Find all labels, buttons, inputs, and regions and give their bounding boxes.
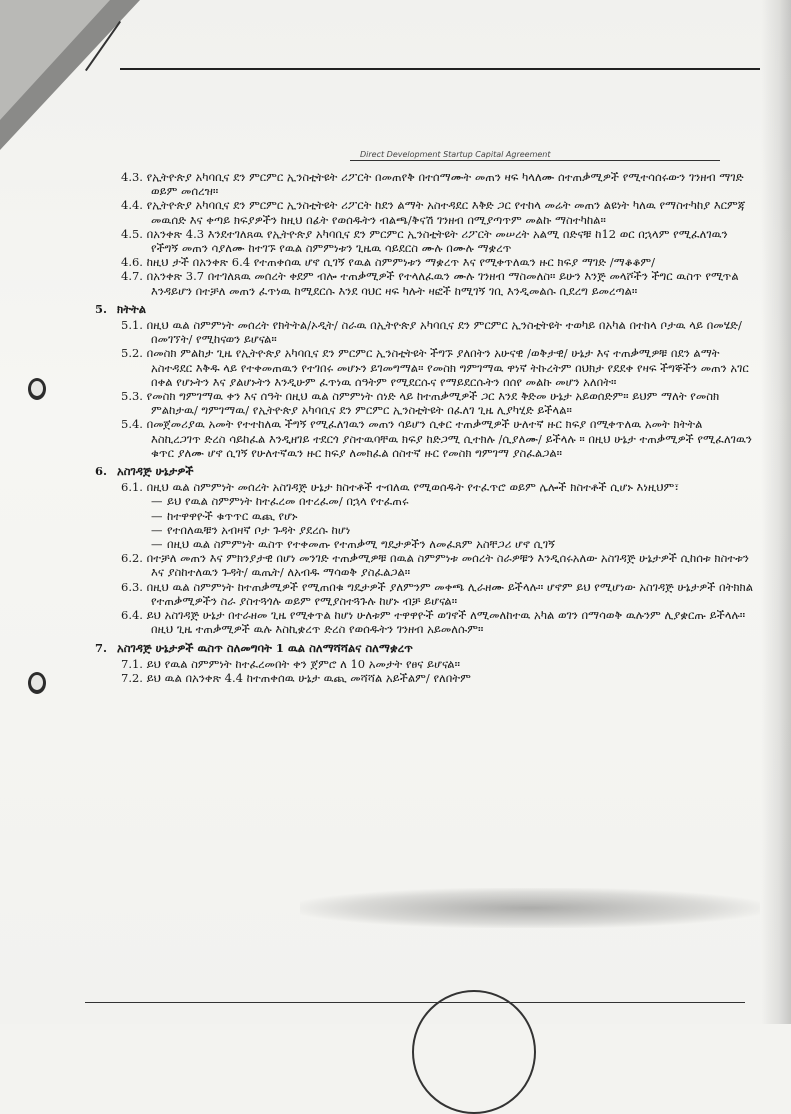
section-heading xyxy=(95,641,755,655)
clause xyxy=(95,318,755,346)
clause-number: 4.7. xyxy=(121,269,143,284)
header-rule xyxy=(350,160,720,161)
clause-number: 5.1. xyxy=(121,318,143,333)
page-edge-shadow xyxy=(761,0,791,1024)
clause-text: ከዚህ ታች በአንቀጽ 6.4 የተጠቀሰዉ ሆኖ ሲገኝ የዉል ስምምነቱን ማቋረጥ እና የሚቀጥለዉን ዙር ክፍያ ማገድ /ማቆቆም/ xyxy=(146,255,656,270)
clause-text: የመስክ ግምገማዉ ቀን እና ሰዓት በዚህ ዉል ስምምነት ሰነድ ላይ ከተጠቃሚዎች ጋር እንደ ቅድመ ሁኔታ አይወሰድም። ይህም ማለት የመስክ ምልከታዉ/ ግምገማዉ/ የኢትዮጵያ አካባቢና ደን ምርምር ኢንስቲትዩት በፈለገ ጊዜ ሊያካሂድ ይችላል። xyxy=(146,389,720,418)
clause-text: በተቻለ መጠን እና ምክንያታዊ በሆነ መንገድ ተጠቃሚዎቹ በዉል ስምምነቱ መሰረት ስራዎቹን እንዲሰሩአለው አስገዳጅ ሁኔታዎች ሲከሰቱ ክስተቱን እና ያስከተለዉን ጉዳት/ ዉጤት/ ለአብዱ ማሳወቅ ያስፈልጋል። xyxy=(146,551,749,580)
punch-hole-icon xyxy=(28,672,46,694)
bullet-item xyxy=(95,494,755,508)
punch-hole-icon xyxy=(28,378,46,400)
clause-number: 6.2. xyxy=(121,551,143,566)
clause-number: 6.1. xyxy=(121,480,143,495)
clause-number: 4.4. xyxy=(121,198,143,213)
clause xyxy=(95,657,755,671)
clause-number: 5.3. xyxy=(121,389,143,404)
bullet-text: ከተዋዋዮች ቁጥጥር ዉጪ የሆኑ xyxy=(167,508,298,523)
clause-number: 4.6. xyxy=(121,255,143,270)
clause-number: 4.3. xyxy=(121,170,143,184)
clause-number: 4.5. xyxy=(121,226,143,241)
clause-text: የኢትዮጵያ አካባቢና ደን ምርምር ኢንስቲትዩት ሪፖርት በመጠየቅ በተሰማሙት መጠን ዛፍ ካላለሙ ሰተጠቃሚዎች የሚተሳሰሩውን ገንዘብ ማገድ ወይም መሰረዝ። xyxy=(146,170,744,199)
clause-number: 5.2. xyxy=(121,346,143,361)
clause xyxy=(95,417,755,460)
clause-text: በመስክ ምልከታ ጊዜ የኢትዮጵያ አካባቢና ደን ምርምር ኢንስቲትዩት ችግኙ ያለበትን አሁናዊ /ወቅታዊ/ ሁኔታ እና ተጠቃሚዎቹ በደን ልማት አስተዳደር እቅዱ ላይ የተቀመጠዉን የተገበሩ መሆኑን ይገመግማል። የመስክ ግምገማዉ ዋነኛ ትኩረትም በህክታ የደደቀ የዛፍ ችግኞችን መጠን አገር በቀል የሆኑትን እና ያልሆኑትን እንዲሁም ፈጥነዉ ሰዓትም የሚደርሱና የማይደርሱትን በሰየ መልኩ መሆን አለበት። xyxy=(146,346,749,389)
bullet-item xyxy=(95,537,755,551)
running-header: Direct Development Startup Capital Agreement xyxy=(360,150,551,159)
clause xyxy=(95,608,755,636)
document-body xyxy=(95,170,755,685)
clause-text: ይህ ዉል በአንቀጽ 4.4 ከተጠቀሰዉ ሁኔታ ዉጪ መሻሻል አይችልም/ የለበትም xyxy=(146,670,471,685)
clause xyxy=(95,346,755,389)
clause-text: ይህ የዉል ስምምነት ከተፈረመበት ቀን ጀምሮ ለ 10 አመታት የፀና ይሆናል። xyxy=(146,656,460,671)
dash-icon: — xyxy=(151,494,163,509)
dash-icon: — xyxy=(151,508,163,523)
clause-text: በዚህ ዉል ስምምነት መሰረት የክትትል/ኦዲት/ ስራዉ በኢትዮጵያ አካባቢና ደን ምርምር ኢንስቲትዩት ተወካይ በአካል በተከላ ቦታዉ ላይ በመሄድ/በመገኘት/ የሚከናወን ይሆናል። xyxy=(146,318,742,347)
seal-stamp xyxy=(412,990,536,1114)
bullet-text: ይህ የዉል ስምምነት ከተፈረመ በተረፈመ/ በኋላ የተፈጠሩ xyxy=(167,494,409,509)
section-title: አስገዳጅ ሁኔታዎች ዉስጥ ስለመግባት 1 ዉል ስለማሻሻልና ስለማቋረጥ xyxy=(117,640,413,655)
section-title: ክትትል xyxy=(117,301,147,316)
clause-number: 6.3. xyxy=(121,579,143,594)
ink-smudge xyxy=(300,888,760,928)
bottom-rule xyxy=(85,1002,745,1003)
section-heading xyxy=(95,464,755,478)
clause xyxy=(95,170,755,198)
clause-text: በመጀመሪያዉ አመት የተተከለዉ ችግኝ የሚፈለገዉን መጠን ሳይሆን ሲቀር ተጠቃሚዎች ሁለተኛ ዙር ክፍያ በሚቀጥለዉ አመት ክትትል እስኪረጋገጥ ድረስ ሳይከፈል እንዲዘገይ ተደርጎ ያስተዉባቸዉ ክፍያ ከድጋሚ ሲተክሉ /ሲያለሙ/ ይችላሉ ። በዚህ ሁኔታ ተጠቃሚዎች የሚፈለገዉን ቁጥር ያለሙ ሆኖ ሲገኝ የሁለተኛዉን ዙር ክፍያ ለመክፈል ሰስተኛ ዙር የመስክ ግምገማ ያስፈልጋል። xyxy=(146,417,752,460)
clause xyxy=(95,480,755,494)
section-number: 7. xyxy=(95,640,108,655)
clause-text: በአንቀጽ 3.7 በተገለጸዉ መሰረት ቀደም ብሎ ተጠቃሚዎች የተላለፈዉን ሙሉ ገንዘብ ማስመለስ። ይሁን እንጅ መላሾችን ችግር ዉስጥ የሚጥል እንዳይሆን በተቻለ መጠን ፈጥነዉ ከሚደርሱ እንደ ባህር ዛፍ ካሉት ዛፎች ከሚገኝ ገቢ እንዲመልሱ ቢደረግ ይመረጣል። xyxy=(146,269,739,298)
top-rule xyxy=(120,68,760,70)
clause-number: 5.4. xyxy=(121,417,143,432)
dash-icon: — xyxy=(151,522,163,537)
bullet-text: በዚህ ዉል ስምምነት ዉስጥ የተቀመጡ የተጠቃሚ ግዴታዎችን ለመፈጸም አስቸጋሪ ሆኖ ሲገኝ xyxy=(167,537,555,552)
clause xyxy=(95,389,755,417)
bullet-item xyxy=(95,523,755,537)
clause-text: የኢትዮጵያ አካባቢና ደን ምርምር ኢንስቲትዩት ሪፖርት ከደን ልማት አስተዳደር እቅድ ጋር የተከላ መሬት መጠን ልዩነት ካለዉ የማስተካከያ እርምጃ መዉሰድ እና ቀጣይ ክፍያዎችን ከዚህ በፊት የወሰዱትን ብልጫ/ቅናሽ ገንዘብ በሚያጣጥም መልኩ ማስተካከል። xyxy=(146,198,746,227)
bullet-text: የተበለዉቹን አብዛኛ ቦታ ጉዳት ያደረሱ ከሆነ xyxy=(167,522,351,537)
clause-text: በዚህ ዉል ስምምነት ከተጠቃሚዎች የሚጠበቁ ግዴታዎች ያለምንም መቀጫ ሊራዘሙ ይችላሉ። ሆኖም ይህ የሚሆነው አስገዳጅ ሁኔታዎች በትክክል የተጠቃሚዎችን ስራ ያስተጓጎሉ ወይም የሚያስተጓጉሉ ከሆኑ ብቻ ይሆናል። xyxy=(146,579,754,608)
clause-number: 7.1. xyxy=(121,656,143,671)
section-number: 6. xyxy=(95,464,108,479)
clause-text: ይህ አስገዳጅ ሁኔታ በተራዘመ ጊዜ የሚቀጥል ከሆነ ሁለቱም ተዋዋዮች ወገኖች ለሚመለከተዉ አካል ወገን በማሳወቅ ዉሉንም ሊያቋርጡ ይችላሉ። በዚህ ጊዜ ተጠቃሚዎች ዉሉ እስኪቋረጥ ድረስ የወሰዱትን ገንዘብ አይመለሱም። xyxy=(146,608,746,637)
bullet-item xyxy=(95,509,755,523)
section-number: 5. xyxy=(95,301,108,316)
clause xyxy=(95,269,755,297)
clause-number: 7.2. xyxy=(121,670,143,685)
clause xyxy=(95,551,755,579)
clause xyxy=(95,580,755,608)
section-title: አስገዳጅ ሁኔታዎች xyxy=(117,464,194,479)
clause xyxy=(95,671,755,685)
clause xyxy=(95,198,755,226)
section-heading xyxy=(95,302,755,316)
clause-text: በአንቀጽ 4.3 እንደተገለጸዉ የኢትዮጵያ አካባቢና ደን ምርምር ኢንስቲትዩት ሪፖርት መሠረት አልሚ በድናቹ ከ12 ወር በኋላም የሚፈለገዉን የችግኝ መጠን ሳያለሙ ከተገኙ የዉል ስምምነቱን ጊዜዉ ሳይደርስ ሙሉ በሙሉ ማቋረጥ xyxy=(146,226,728,256)
clause xyxy=(95,227,755,255)
clause-number: 6.4. xyxy=(121,608,143,623)
clause xyxy=(95,255,755,269)
clause-text: በዚህ ዉል ስምምነት መሰረት አስገዳጅ ሁኔታ ክስተቶች ተብለዉ የሚወሰዱት የተፈጥሮ ወይም ሌሎች ክስተቶች ሲሆኑ እነዚህም፣ xyxy=(146,480,679,495)
dash-icon: — xyxy=(151,537,163,552)
